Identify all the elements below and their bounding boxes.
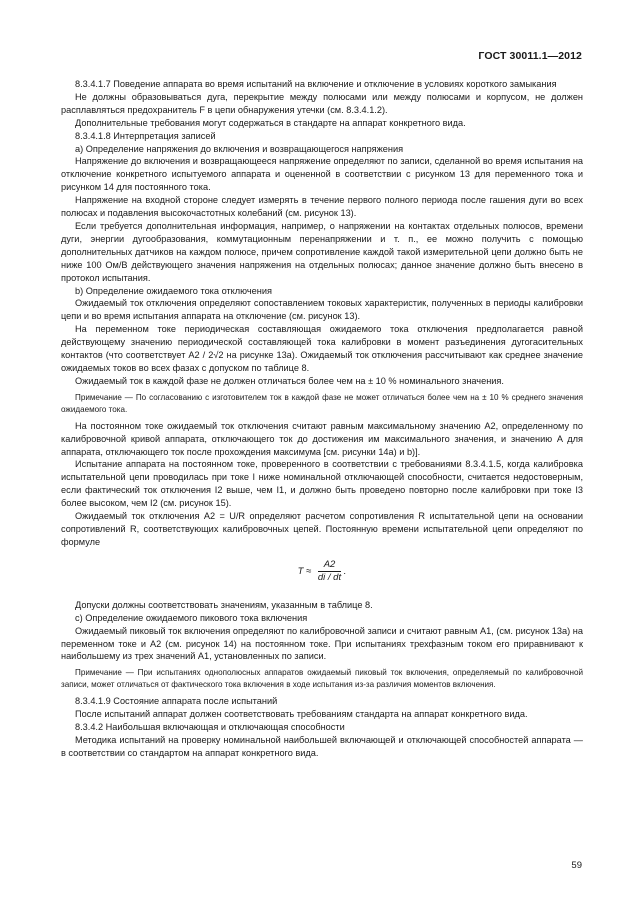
paragraph: Не должны образовываться дуга, перекрытие между полюсами или между полюсами и корпусом, не должен расплавляться предохранитель F в цепи обнаружения утечки (см. 8.3.4.1.2). bbox=[61, 91, 583, 115]
document-body bbox=[61, 78, 583, 760]
paragraph: Если требуется дополнительная информация, например, о напряжении на контактах отдельных полюсов, времени дуги, энергии дугообразования, коммутационным перенапряжении и т. п., ее можно получить с помощью дополнительных датчиков на каждом полюсе, причем сопротивление каждой такой измерительной цепи должно быть не ниже 100 Ом/В действующего значения напряжения на отдельных полюсах; данное значение должно быть внесено в протокол испытания. bbox=[61, 220, 583, 283]
paragraph: Методика испытаний на проверку номинальной наибольшей включающей и отключающей способностей аппарата — в соответствии со стандартом на аппарат конкретного вида. bbox=[61, 735, 583, 758]
note: Примечание — При испытаниях однополюсных аппаратов ожидаемый пиковый ток включения, определяемый по калибровочной записи, может отличаться от фактического тока включения в ходе испытания из-за различия моментов включения. bbox=[61, 668, 583, 690]
paragraph: Напряжение на входной стороне следует измерять в течение первого полного периода после гашения дуги во всех полюсах и подавления высокочастотных колебаний (см. рисунок 13). bbox=[61, 195, 583, 219]
paragraph: Ожидаемый пиковый ток включения определяют по калибровочной записи и считают равным A1, (см. рисунок 13а) на переменном токе и A2 (см. рисунок 14) на постоянном токе. При испытаниях трехфазным током его приравнивают к наибольшему из трех значений A1, установленных по записи. bbox=[61, 625, 583, 662]
page-number: 59 bbox=[571, 860, 582, 871]
paragraph: На постоянном токе ожидаемый ток отключения считают равным максимальному значению A2, определенному по калибровочной кривой аппарата, отключающего ток до достижения им максимального значения, и значению A для аппарата, отключающего ток после прохождения максимума [см. рисунки 14а) и b)]. bbox=[61, 420, 583, 457]
formula-tail: . bbox=[343, 565, 347, 577]
paragraph: Ожидаемый ток отключения определяют сопоставлением токовых характеристик, полученных в периоды калибровки цепи и во время испытания аппарата на отключение (см. рисунок 13). bbox=[61, 298, 583, 322]
paragraph: Допуски должны соответствовать значениям, указанным в таблице 8. bbox=[75, 599, 373, 610]
item-a: a) Определение напряжения до включения и возвращающегося напряжения bbox=[75, 143, 404, 154]
clause-8-3-4-1-9: 8.3.4.1.9 Состояние аппарата после испытаний bbox=[75, 696, 278, 707]
paragraph: Ожидаемый ток в каждой фазе не должен отличаться более чем на ± 10 % номинального значения. bbox=[75, 375, 504, 386]
formula-lhs: T ≈ bbox=[297, 565, 312, 577]
standard-header: ГОСТ 30011.1—2012 bbox=[478, 50, 582, 62]
formula-denominator: di / dt bbox=[317, 571, 342, 583]
formula-fraction bbox=[318, 559, 341, 584]
formula-numerator: A2 bbox=[318, 559, 341, 572]
note: Примечание — По согласованию с изготовителем ток в каждой фазе не может отличаться более чем на ± 10 % среднего значения ожидаемого тока. bbox=[61, 392, 583, 414]
clause-8-3-4-1-8: 8.3.4.1.8 Интерпретация записей bbox=[75, 130, 216, 141]
paragraph: Испытание аппарата на постоянном токе, проверенного в соответствии с требованиями 8.3.4.1.5, когда калибровка испытательной цепи проводилась при токе I ниже номинальной отключающей способности, считается недостоверным, если фактический ток отключения I2 выше, чем I1, и должно быть проведено повторно после калибровки при токе I3 более высоком, чем I2 (см. рисунок 15). bbox=[61, 459, 583, 509]
item-b: b) Определение ожидаемого тока отключения bbox=[75, 285, 272, 296]
paragraph: Дополнительные требования могут содержаться в стандарте на аппарат конкретного вида. bbox=[75, 117, 466, 128]
paragraph: Ожидаемый ток отключения A2 = U/R определяют расчетом сопротивления R испытательной цепи на основании сопротивлений R, соответствующих калибровочных цепей. Постоянную времени испытательной цепи определяют по формуле bbox=[61, 511, 583, 547]
item-c: c) Определение ожидаемого пикового тока включения bbox=[75, 612, 308, 623]
paragraph: На переменном токе периодическая составляющая ожидаемого тока отключения предполагается равной действующему значению периодической составляющей тока калибровки в момент разъединения дугогасительных контактов (что соответствует A2 / 2√2 на рисунке 13а). Ожидаемый ток отключения рассчитывают как среднее значение ожидаемых токов во всех фазах с допуском по таблице 8. bbox=[61, 324, 583, 373]
time-constant-formula bbox=[61, 559, 583, 589]
paragraph: После испытаний аппарат должен соответствовать требованиям стандарта на аппарат конкретного вида. bbox=[75, 709, 528, 720]
paragraph: Напряжение до включения и возвращающееся напряжение определяют по записи, сделанной во время испытания на отключение конкретного испытуемого аппарата и оцененной в соответствии с рисунком 13 для переменного тока и рисунком 14 для постоянного тока. bbox=[61, 156, 583, 193]
clause-8-3-4-2: 8.3.4.2 Наибольшая включающая и отключающая способности bbox=[75, 722, 345, 733]
clause-8-3-4-1-7: 8.3.4.1.7 Поведение аппарата во время испытаний на включение и отключение в условиях короткого замыкания bbox=[75, 79, 557, 89]
